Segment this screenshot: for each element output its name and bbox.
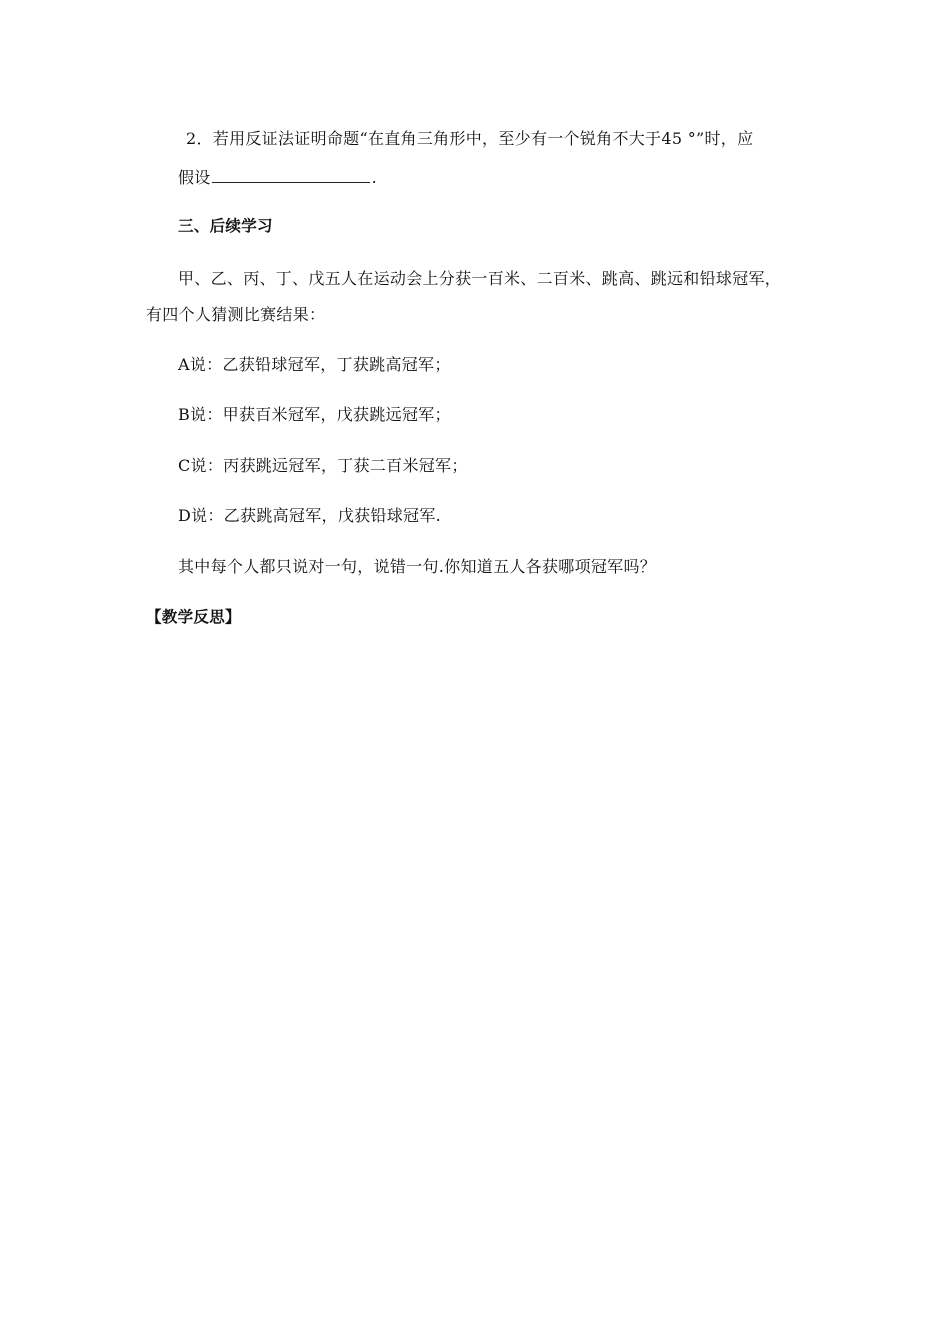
question-2-prefix: 假设 [178,168,211,187]
section-3-heading: 三、后续学习 [178,217,273,235]
intro-line-2: 有四个人猜测比赛结果： [146,305,326,324]
puzzle-question: 其中每个人都只说对一句，说错一句.你知道五人各获哪项冠军吗？ [178,557,657,576]
answer-blank[interactable] [212,167,370,183]
statement-c: C说：丙获跳远冠军，丁获二百米冠军； [178,456,468,475]
statement-a: A说：乙获铅球冠军，丁获跳高冠军； [178,355,451,374]
statement-b: B说：甲获百米冠军，戊获跳远冠军； [178,405,451,424]
intro-line-1: 甲、乙、丙、丁、戊五人在运动会上分获一百米、二百米、跳高、跳远和铅球冠军， [178,269,782,288]
question-2-line-2 [178,167,377,189]
question-2-text: 2．若用反证法证明命题“在直角三角形中，至少有一个锐角不大于45 °”时，应 [186,129,754,148]
question-2-suffix: . [371,168,377,187]
statement-d: D说：乙获跳高冠军，戊获铅球冠军. [178,506,442,525]
question-2-line-1 [186,128,753,150]
reflection-heading: 【教学反思】 [146,608,241,626]
